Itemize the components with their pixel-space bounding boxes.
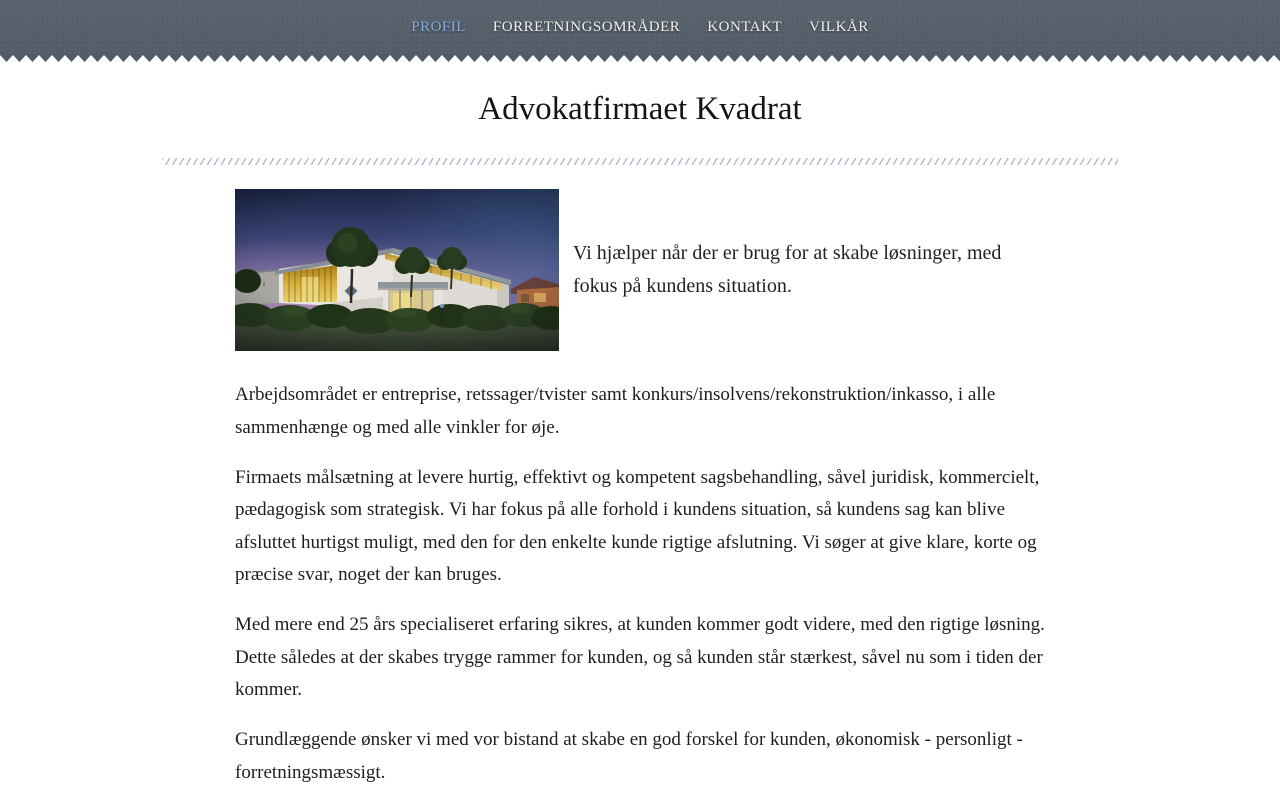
body-text — [235, 379, 1045, 789]
nav-item-vilkaar[interactable]: VILKÅR — [809, 19, 869, 35]
main-menu — [0, 0, 1280, 55]
top-nav — [0, 0, 1280, 62]
body-paragraph-4: Grundlæggende ønsker vi med vor bistand at skabe en god forskel for kunden, økonomisk - personligt - forretningsmæssigt. — [235, 729, 1023, 783]
intro-text: Vi hjælper når der er brug for at skabe løsninger, med fokus på kundens situation. — [573, 242, 1002, 297]
nav-item-profil[interactable]: PROFIL — [411, 19, 466, 35]
profile-section — [235, 189, 1045, 789]
body-paragraph-1: Arbejdsområdet er entreprise, retssager/tvister samt konkurs/insolvens/rekonstruktion/inkasso, i alle sammenhænge og med alle vinkler for øje. — [235, 384, 996, 438]
nav-item-kontakt[interactable]: KONTAKT — [707, 19, 783, 35]
body-paragraph-3: Med mere end 25 års specialiseret erfaring sikres, at kunden kommer godt videre, med den rigtige løsning. Dette således at der skabes trygge rammer for kunden, og så kunden står stærkest, såvel nu som i tiden der kommer. — [235, 614, 1045, 700]
page-title: Advokatfirmaet Kvadrat — [478, 91, 802, 127]
photo-row — [235, 189, 1045, 351]
nav-item-forretningsomraader[interactable]: FORRETNINGSOMRÅDER — [492, 19, 681, 35]
body-paragraph-2: Firmaets målsætning at levere hurtig, effektivt og kompetent sagsbehandling, såvel juridisk, kommercielt, pædagogisk som strategisk. Vi har fokus på alle forhold i kundens situation, så kundens sag kan blive afsluttet hurtigst muligt, med den for den enkelte kunde rigtige afslutning. Vi søger at give klare, korte og præcise svar, noget der kan bruges. — [235, 466, 1040, 585]
hatched-divider — [162, 158, 1118, 165]
nav-zigzag-edge — [0, 55, 1280, 62]
building-photo — [235, 189, 559, 351]
